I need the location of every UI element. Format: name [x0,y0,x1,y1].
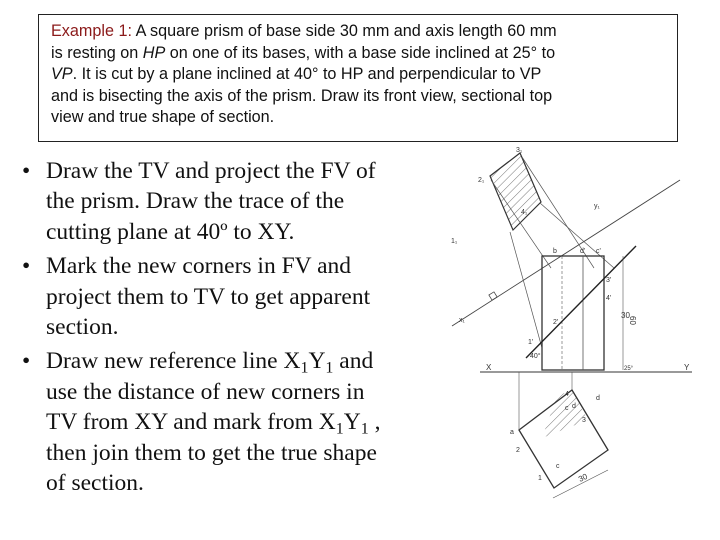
dim-30-bottom: 30 [577,471,589,484]
bullet-marker: • [22,158,31,184]
bullet-1-line-3: cutting plane at 40º to XY. [46,218,295,245]
label-c-prime: c' [596,248,601,255]
label-x: X [486,363,492,372]
label-2-1: 2₁ [478,177,485,184]
label-ts-3: 3 [582,417,586,424]
label-3-1: 3₁ [516,147,523,154]
example-line-1 [51,21,667,43]
example-line-3 [51,64,667,86]
label-4-1: 4₁ [521,209,528,216]
bullet-2-line-1: Mark the new corners in FV and [46,253,351,280]
label-y1: y₁ [594,203,600,210]
b3-sub: 1 [325,359,334,377]
dim-60-vertical: 60 [628,316,637,325]
b3-sub: 1 [360,420,369,438]
b3-text: Draw new reference line X [46,348,301,375]
bullet-item-2 [22,251,432,342]
bullet-marker: • [22,253,31,280]
label-d: d [596,395,600,402]
label-c: c [556,463,560,470]
label-4-prime: 4' [606,295,612,302]
b3-text: and [333,348,374,375]
example-text-2a: is resting on [51,43,143,62]
label-y: Y [684,363,690,372]
bullet-3-line-3 [46,407,432,437]
label-ts-2: 2 [516,447,520,454]
front-view [526,246,637,370]
front-view-rectangle [542,256,604,370]
instruction-bullets [22,156,432,502]
label-2-prime: 2' [553,319,559,326]
true-shape-section [451,147,541,245]
label-sec-c: c [565,405,569,412]
bullet-item-1 [22,156,432,247]
right-angle-marker [489,292,497,300]
x1y1-line [452,180,680,326]
bullet-1-line-1: Draw the TV and project the FV of [46,158,376,184]
bullet-3-line-4: then join them to get the true shape [46,439,377,466]
label-1-1: 1₁ [451,238,458,245]
label-angle-25: 25° [624,366,634,372]
label-b: b [553,248,557,255]
example-vp: VP [51,65,73,84]
example-line-2 [51,43,667,65]
label-d-prime: d' [580,248,586,255]
example-hp: HP [142,43,166,62]
example-label: Example 1: [51,22,132,40]
true-shape-polygon [490,153,541,230]
b3-sub: 1 [335,420,344,438]
dim-30-vertical: 30 [621,311,630,320]
bullet-2-line-3: section. [46,314,119,341]
b3-text: , [368,409,381,436]
bullet-2-line-2: project them to TV to get apparent [46,283,371,310]
bullet-item-3 [22,346,432,498]
label-ts-1: 1 [538,475,542,482]
section-drawing [418,140,720,520]
example-text-1: A square prism of base side 30 mm and axis length 60 mm [131,22,557,40]
label-sec-d: d [572,403,576,410]
label-3-prime: 3' [606,277,612,284]
bullet-3-line-2: use the distance of new corners in [46,378,365,405]
example-text-2b: on one of its bases, with a base side inclined at 25° to [165,43,556,62]
bullet-3-line-1 [46,346,432,376]
label-angle-40: 40° [530,353,541,360]
b3-text: Y [308,348,326,375]
b3-text: Y [343,409,361,436]
bullet-1-line-2: the prism. Draw the trace of the [46,188,345,215]
label-a: a [510,429,514,436]
b3-sub: 1 [300,359,309,377]
sectional-top-view [510,372,608,498]
example-line-4: and is bisecting the axis of the prism. Draw its front view, sectional top [51,86,553,105]
label-x1: x₁ [459,317,465,324]
example-problem-box [38,14,678,142]
example-text-3b: . It is cut by a plane inclined at 40° to HP and perpendicular to VP [72,65,542,84]
b3-text: TV from XY and mark from X [46,409,336,436]
label-1-prime: 1' [528,339,534,346]
bullet-3-line-5: of section. [46,470,144,497]
bullet-marker: • [22,348,31,375]
label-ts-4: 4 [565,391,569,398]
example-line-5: view and true shape of section. [51,108,275,127]
